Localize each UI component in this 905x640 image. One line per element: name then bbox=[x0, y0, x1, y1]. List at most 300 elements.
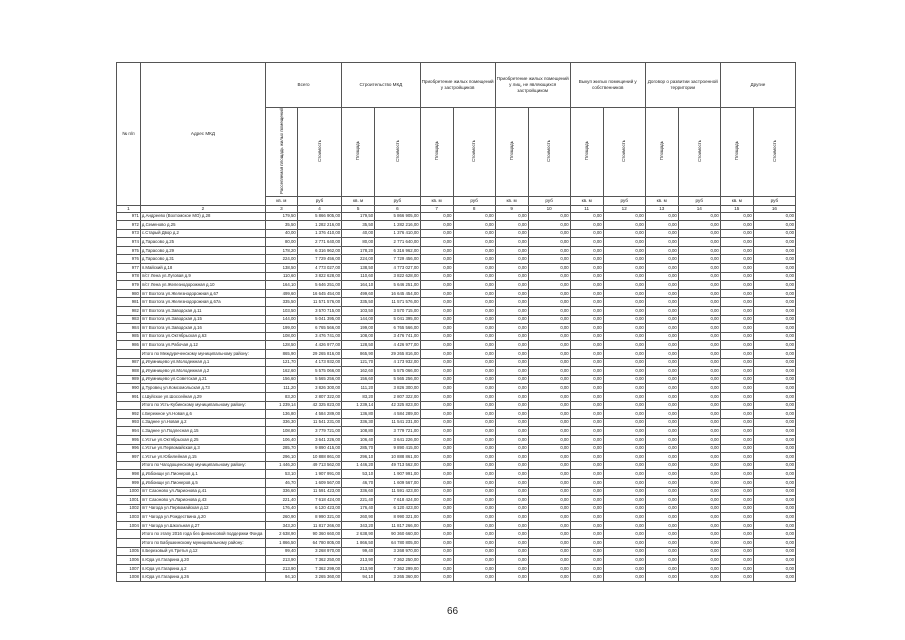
row-zero-area: 0,00 bbox=[720, 547, 753, 556]
row-total-area: 46,70 bbox=[265, 478, 297, 487]
row-zero-area: 0,00 bbox=[645, 221, 678, 230]
row-number: 976 bbox=[117, 255, 141, 264]
row-zero-cost: 0,00 bbox=[753, 410, 795, 419]
row-zero-cost: 0,00 bbox=[678, 573, 720, 582]
row-zero-cost: 0,00 bbox=[753, 238, 795, 247]
row-zero-area: 0,00 bbox=[720, 504, 753, 513]
row-address: пгт Вохтога ул.Заводская д.15 bbox=[140, 315, 265, 324]
row-construction-area: 108,80 bbox=[342, 427, 375, 436]
table-row bbox=[117, 547, 796, 556]
row-zero-cost: 0,00 bbox=[753, 298, 795, 307]
row-construction-cost: 7 362 299,00 bbox=[375, 564, 420, 573]
row-total-cost: 6 120 423,00 bbox=[297, 504, 341, 513]
row-zero-cost: 0,00 bbox=[453, 298, 495, 307]
row-zero-cost: 0,00 bbox=[603, 246, 645, 255]
row-address: д.Тарасово д.31 bbox=[140, 255, 265, 264]
row-zero-area: 0,00 bbox=[645, 255, 678, 264]
row-zero-cost: 0,00 bbox=[753, 418, 795, 427]
row-zero-area: 0,00 bbox=[645, 307, 678, 316]
row-zero-cost: 0,00 bbox=[753, 427, 795, 436]
table-row bbox=[117, 521, 796, 530]
row-zero-area: 0,00 bbox=[720, 487, 753, 496]
row-construction-area: 40,00 bbox=[342, 229, 375, 238]
row-zero-cost: 0,00 bbox=[753, 547, 795, 556]
row-zero-area: 0,00 bbox=[570, 556, 603, 565]
row-total-cost: 11 541 231,00 bbox=[297, 418, 341, 427]
row-zero-cost: 0,00 bbox=[528, 341, 570, 350]
row-construction-cost: 10 888 861,00 bbox=[375, 453, 420, 462]
row-zero-area: 0,00 bbox=[645, 418, 678, 427]
row-zero-cost: 0,00 bbox=[453, 410, 495, 419]
col-number: 4 bbox=[297, 205, 341, 212]
row-zero-cost: 0,00 bbox=[678, 521, 720, 530]
row-zero-cost: 0,00 bbox=[678, 341, 720, 350]
row-zero-cost: 0,00 bbox=[603, 487, 645, 496]
row-total-cost: 5 565 256,00 bbox=[297, 375, 341, 384]
row-construction-cost: 6 316 962,00 bbox=[375, 246, 420, 255]
row-zero-cost: 0,00 bbox=[528, 255, 570, 264]
unit-rub: руб bbox=[453, 196, 495, 205]
row-total-area: 111,20 bbox=[265, 384, 297, 393]
row-zero-cost: 0,00 bbox=[453, 444, 495, 453]
row-zero-cost: 0,00 bbox=[453, 212, 495, 221]
row-total-cost: 5 041 395,00 bbox=[297, 315, 341, 324]
row-zero-cost: 0,00 bbox=[603, 530, 645, 539]
row-zero-area: 0,00 bbox=[495, 556, 528, 565]
row-total-area: 1 866,50 bbox=[265, 539, 297, 548]
row-zero-cost: 0,00 bbox=[603, 461, 645, 470]
row-address: д.Тарасово д.25 bbox=[140, 238, 265, 247]
row-zero-area: 0,00 bbox=[645, 444, 678, 453]
row-number: 974 bbox=[117, 238, 141, 247]
row-zero-cost: 0,00 bbox=[528, 212, 570, 221]
header-other: Другие bbox=[720, 63, 795, 108]
row-zero-cost: 0,00 bbox=[528, 315, 570, 324]
row-zero-cost: 0,00 bbox=[678, 461, 720, 470]
row-zero-area: 0,00 bbox=[420, 375, 453, 384]
row-total-area: 296,10 bbox=[265, 453, 297, 462]
row-zero-area: 0,00 bbox=[570, 504, 603, 513]
row-zero-area: 0,00 bbox=[420, 418, 453, 427]
row-zero-cost: 0,00 bbox=[603, 229, 645, 238]
row-address: с.Шуйское ул.Шоссейная д.29 bbox=[140, 392, 265, 401]
row-total-cost: 3 570 715,00 bbox=[297, 307, 341, 316]
unit-rub: руб bbox=[678, 196, 720, 205]
row-zero-cost: 0,00 bbox=[678, 384, 720, 393]
row-construction-area: 103,50 bbox=[342, 307, 375, 316]
row-construction-cost: 11 817 266,00 bbox=[375, 521, 420, 530]
row-zero-cost: 0,00 bbox=[603, 564, 645, 573]
row-number: 992 bbox=[117, 410, 141, 419]
row-zero-area: 0,00 bbox=[570, 255, 603, 264]
row-zero-area: 0,00 bbox=[420, 547, 453, 556]
header-area-text: Площадь bbox=[508, 141, 514, 161]
row-zero-cost: 0,00 bbox=[453, 487, 495, 496]
row-construction-cost: 7 618 424,00 bbox=[375, 496, 420, 505]
row-construction-area: 106,40 bbox=[342, 435, 375, 444]
row-zero-area: 0,00 bbox=[420, 341, 453, 350]
row-construction-area: 213,90 bbox=[342, 556, 375, 565]
row-construction-cost: 6 120 423,00 bbox=[375, 504, 420, 513]
row-zero-area: 0,00 bbox=[495, 444, 528, 453]
row-total-area: 35,50 bbox=[265, 221, 297, 230]
table-row bbox=[117, 496, 796, 505]
row-zero-cost: 0,00 bbox=[603, 521, 645, 530]
row-number bbox=[117, 530, 141, 539]
row-address: п.Березовый ул.Третья д.12 bbox=[140, 547, 265, 556]
row-zero-cost: 0,00 bbox=[753, 255, 795, 264]
row-number: 977 bbox=[117, 264, 141, 273]
row-zero-cost: 0,00 bbox=[603, 384, 645, 393]
row-zero-cost: 0,00 bbox=[453, 461, 495, 470]
row-construction-area: 162,60 bbox=[342, 367, 375, 376]
row-total-area: 199,00 bbox=[265, 324, 297, 333]
row-zero-cost: 0,00 bbox=[453, 521, 495, 530]
row-zero-cost: 0,00 bbox=[678, 332, 720, 341]
row-address: пгт Вохтога ул.Заводская д.11 bbox=[140, 307, 265, 316]
row-zero-area: 0,00 bbox=[570, 289, 603, 298]
row-zero-area: 0,00 bbox=[720, 350, 753, 359]
row-zero-area: 0,00 bbox=[420, 461, 453, 470]
row-zero-cost: 0,00 bbox=[678, 358, 720, 367]
row-zero-area: 0,00 bbox=[720, 564, 753, 573]
row-zero-area: 0,00 bbox=[495, 375, 528, 384]
row-zero-cost: 0,00 bbox=[678, 238, 720, 247]
row-construction-area: 335,50 bbox=[342, 298, 375, 307]
row-zero-area: 0,00 bbox=[645, 212, 678, 221]
row-total-cost: 3 822 628,00 bbox=[297, 272, 341, 281]
row-construction-area: 2 638,90 bbox=[342, 530, 375, 539]
row-zero-area: 0,00 bbox=[495, 487, 528, 496]
row-zero-area: 0,00 bbox=[420, 298, 453, 307]
row-zero-area: 0,00 bbox=[720, 281, 753, 290]
row-zero-cost: 0,00 bbox=[603, 427, 645, 436]
row-zero-cost: 0,00 bbox=[603, 324, 645, 333]
row-zero-area: 0,00 bbox=[420, 315, 453, 324]
row-zero-cost: 0,00 bbox=[528, 238, 570, 247]
row-zero-area: 0,00 bbox=[420, 427, 453, 436]
row-zero-area: 0,00 bbox=[720, 392, 753, 401]
row-zero-area: 0,00 bbox=[645, 341, 678, 350]
unit-m2: кв. м bbox=[570, 196, 603, 205]
header-cost bbox=[603, 108, 645, 197]
table-row bbox=[117, 504, 796, 513]
row-zero-area: 0,00 bbox=[645, 272, 678, 281]
row-zero-cost: 0,00 bbox=[528, 392, 570, 401]
row-total-cost: 4 426 977,00 bbox=[297, 341, 341, 350]
row-zero-area: 0,00 bbox=[495, 521, 528, 530]
row-zero-area: 0,00 bbox=[720, 324, 753, 333]
row-zero-cost: 0,00 bbox=[603, 444, 645, 453]
row-zero-area: 0,00 bbox=[570, 367, 603, 376]
row-total-cost: 7 618 424,00 bbox=[297, 496, 341, 505]
row-construction-cost: 6 765 566,00 bbox=[375, 324, 420, 333]
row-zero-area: 0,00 bbox=[495, 272, 528, 281]
row-construction-cost: 3 265 360,00 bbox=[375, 573, 420, 582]
row-construction-cost: 3 822 628,00 bbox=[375, 272, 420, 281]
row-zero-cost: 0,00 bbox=[453, 427, 495, 436]
row-zero-area: 0,00 bbox=[720, 418, 753, 427]
row-zero-area: 0,00 bbox=[570, 281, 603, 290]
row-zero-cost: 0,00 bbox=[603, 341, 645, 350]
row-zero-area: 0,00 bbox=[645, 530, 678, 539]
row-total-cost: 10 888 861,00 bbox=[297, 453, 341, 462]
row-total-cost: 1 376 410,00 bbox=[297, 229, 341, 238]
row-total-cost: 11 571 576,00 bbox=[297, 298, 341, 307]
document-sheet bbox=[116, 62, 796, 590]
header-area bbox=[495, 108, 528, 197]
row-construction-area: 111,20 bbox=[342, 384, 375, 393]
row-total-area: 865,90 bbox=[265, 350, 297, 359]
row-total-area: 335,50 bbox=[265, 298, 297, 307]
row-zero-cost: 0,00 bbox=[603, 375, 645, 384]
row-zero-cost: 0,00 bbox=[453, 367, 495, 376]
row-total-cost: 9 890 415,00 bbox=[297, 444, 341, 453]
row-zero-area: 0,00 bbox=[645, 547, 678, 556]
row-zero-area: 0,00 bbox=[495, 289, 528, 298]
row-zero-area: 0,00 bbox=[495, 513, 528, 522]
row-zero-area: 0,00 bbox=[570, 418, 603, 427]
row-zero-area: 0,00 bbox=[495, 410, 528, 419]
row-zero-area: 0,00 bbox=[495, 504, 528, 513]
row-address: пгт Вохтога ул.Железнодорожная д.67 bbox=[140, 289, 265, 298]
row-zero-area: 0,00 bbox=[420, 435, 453, 444]
unit-m2: кв. м bbox=[342, 196, 375, 205]
row-zero-area: 0,00 bbox=[420, 281, 453, 290]
row-zero-cost: 0,00 bbox=[678, 513, 720, 522]
table-row bbox=[117, 513, 796, 522]
row-zero-area: 0,00 bbox=[720, 221, 753, 230]
row-number: 1007 bbox=[117, 564, 141, 573]
row-construction-area: 336,60 bbox=[342, 487, 375, 496]
row-total-cost: 3 476 741,00 bbox=[297, 332, 341, 341]
row-zero-area: 0,00 bbox=[720, 367, 753, 376]
row-zero-area: 0,00 bbox=[495, 358, 528, 367]
row-zero-area: 0,00 bbox=[495, 384, 528, 393]
row-address: с.Устье ул.Юбилейная д.15 bbox=[140, 453, 265, 462]
row-total-area: 144,00 bbox=[265, 315, 297, 324]
col-number: 3 bbox=[265, 205, 297, 212]
row-zero-area: 0,00 bbox=[645, 375, 678, 384]
row-number: 982 bbox=[117, 307, 141, 316]
row-zero-area: 0,00 bbox=[420, 453, 453, 462]
row-zero-cost: 0,00 bbox=[603, 547, 645, 556]
row-construction-area: 179,50 bbox=[342, 212, 375, 221]
row-zero-cost: 0,00 bbox=[603, 255, 645, 264]
row-zero-cost: 0,00 bbox=[453, 504, 495, 513]
table-row bbox=[117, 272, 796, 281]
row-construction-area: 128,50 bbox=[342, 341, 375, 350]
row-address: с.Старый Двор д.2 bbox=[140, 229, 265, 238]
row-zero-cost: 0,00 bbox=[678, 350, 720, 359]
row-zero-area: 0,00 bbox=[495, 453, 528, 462]
row-zero-area: 0,00 bbox=[720, 470, 753, 479]
col-number: 13 bbox=[645, 205, 678, 212]
row-construction-cost: 3 641 226,00 bbox=[375, 435, 420, 444]
row-zero-cost: 0,00 bbox=[528, 384, 570, 393]
row-number: 1000 bbox=[117, 487, 141, 496]
row-zero-area: 0,00 bbox=[420, 238, 453, 247]
table-row bbox=[117, 444, 796, 453]
row-total-area: 178,20 bbox=[265, 246, 297, 255]
row-zero-cost: 0,00 bbox=[453, 324, 495, 333]
row-zero-area: 0,00 bbox=[420, 367, 453, 376]
row-zero-cost: 0,00 bbox=[678, 564, 720, 573]
row-total-cost: 1 282 216,00 bbox=[297, 221, 341, 230]
unit-rub: руб bbox=[297, 196, 341, 205]
table-row bbox=[117, 324, 796, 333]
row-zero-cost: 0,00 bbox=[753, 341, 795, 350]
row-zero-cost: 0,00 bbox=[678, 470, 720, 479]
col-number: 2 bbox=[140, 205, 265, 212]
row-zero-area: 0,00 bbox=[645, 435, 678, 444]
row-zero-cost: 0,00 bbox=[453, 573, 495, 582]
row-zero-cost: 0,00 bbox=[453, 229, 495, 238]
row-construction-area: 46,70 bbox=[342, 478, 375, 487]
row-zero-cost: 0,00 bbox=[528, 410, 570, 419]
row-construction-area: 285,70 bbox=[342, 444, 375, 453]
row-total-cost: 8 990 321,00 bbox=[297, 513, 341, 522]
row-zero-cost: 0,00 bbox=[603, 298, 645, 307]
row-zero-area: 0,00 bbox=[645, 564, 678, 573]
row-zero-area: 0,00 bbox=[420, 521, 453, 530]
row-zero-cost: 0,00 bbox=[753, 281, 795, 290]
row-construction-cost: 3 779 721,00 bbox=[375, 427, 420, 436]
row-construction-cost: 9 890 415,00 bbox=[375, 444, 420, 453]
header-row-1 bbox=[117, 63, 796, 108]
row-zero-cost: 0,00 bbox=[678, 478, 720, 487]
row-zero-cost: 0,00 bbox=[453, 547, 495, 556]
row-zero-area: 0,00 bbox=[570, 539, 603, 548]
table-row bbox=[117, 487, 796, 496]
row-zero-area: 0,00 bbox=[570, 573, 603, 582]
row-zero-area: 0,00 bbox=[720, 212, 753, 221]
row-zero-area: 0,00 bbox=[645, 521, 678, 530]
row-zero-area: 0,00 bbox=[645, 410, 678, 419]
header-total: Всего bbox=[265, 63, 341, 108]
row-zero-cost: 0,00 bbox=[528, 350, 570, 359]
row-zero-cost: 0,00 bbox=[753, 564, 795, 573]
row-zero-area: 0,00 bbox=[420, 487, 453, 496]
row-number: 984 bbox=[117, 324, 141, 333]
row-zero-area: 0,00 bbox=[495, 315, 528, 324]
row-total-area: 213,90 bbox=[265, 556, 297, 565]
header-cost-text: Стоимость bbox=[316, 140, 322, 163]
row-zero-area: 0,00 bbox=[420, 272, 453, 281]
row-zero-cost: 0,00 bbox=[678, 453, 720, 462]
row-number: 983 bbox=[117, 315, 141, 324]
table-row bbox=[117, 435, 796, 444]
row-zero-area: 0,00 bbox=[570, 401, 603, 410]
row-address: Итого по Усть-Кубинскому муниципальному району: bbox=[140, 401, 265, 410]
table-row bbox=[117, 307, 796, 316]
row-zero-area: 0,00 bbox=[420, 573, 453, 582]
row-zero-cost: 0,00 bbox=[603, 272, 645, 281]
row-total-area: 99,40 bbox=[265, 547, 297, 556]
row-zero-cost: 0,00 bbox=[453, 392, 495, 401]
row-zero-cost: 0,00 bbox=[753, 401, 795, 410]
row-zero-area: 0,00 bbox=[495, 246, 528, 255]
row-zero-area: 0,00 bbox=[420, 470, 453, 479]
row-zero-area: 0,00 bbox=[645, 229, 678, 238]
row-zero-cost: 0,00 bbox=[528, 539, 570, 548]
row-address: пгт Вохтога ул.Заводская д.16 bbox=[140, 324, 265, 333]
row-total-area: 224,00 bbox=[265, 255, 297, 264]
row-total-cost: 11 817 266,00 bbox=[297, 521, 341, 530]
row-zero-area: 0,00 bbox=[495, 281, 528, 290]
row-zero-cost: 0,00 bbox=[453, 255, 495, 264]
row-zero-cost: 0,00 bbox=[603, 539, 645, 548]
row-construction-area: 108,00 bbox=[342, 332, 375, 341]
row-address: Итого по Бабушкинскому муниципальному району: bbox=[140, 539, 265, 548]
row-zero-area: 0,00 bbox=[420, 530, 453, 539]
col-number: 7 bbox=[420, 205, 453, 212]
row-zero-cost: 0,00 bbox=[753, 556, 795, 565]
row-zero-cost: 0,00 bbox=[603, 307, 645, 316]
row-zero-cost: 0,00 bbox=[603, 238, 645, 247]
row-zero-area: 0,00 bbox=[420, 401, 453, 410]
table-row bbox=[117, 375, 796, 384]
row-zero-cost: 0,00 bbox=[753, 315, 795, 324]
unit-m2: кв. м bbox=[720, 196, 753, 205]
header-development-contract: Договор о развитии застроенной территории bbox=[645, 63, 720, 108]
table-row bbox=[117, 410, 796, 419]
row-zero-cost: 0,00 bbox=[753, 478, 795, 487]
table-row bbox=[117, 427, 796, 436]
row-total-cost: 4 584 289,00 bbox=[297, 410, 341, 419]
row-zero-area: 0,00 bbox=[720, 461, 753, 470]
row-zero-area: 0,00 bbox=[570, 453, 603, 462]
row-zero-cost: 0,00 bbox=[453, 238, 495, 247]
row-total-cost: 7 362 250,00 bbox=[297, 556, 341, 565]
row-address: д.Тарасово д.29 bbox=[140, 246, 265, 255]
row-zero-area: 0,00 bbox=[645, 350, 678, 359]
row-total-cost: 4 773 027,00 bbox=[297, 264, 341, 273]
row-zero-area: 0,00 bbox=[645, 478, 678, 487]
row-construction-area: 99,40 bbox=[342, 547, 375, 556]
row-zero-cost: 0,00 bbox=[678, 418, 720, 427]
row-zero-area: 0,00 bbox=[570, 513, 603, 522]
unit-m2: кв. м bbox=[265, 196, 297, 205]
header-area bbox=[570, 108, 603, 197]
row-address: с.Заднее ул.Подлесная д.15 bbox=[140, 427, 265, 436]
row-zero-cost: 0,00 bbox=[603, 367, 645, 376]
row-zero-area: 0,00 bbox=[720, 435, 753, 444]
header-area bbox=[645, 108, 678, 197]
row-zero-area: 0,00 bbox=[720, 513, 753, 522]
row-zero-cost: 0,00 bbox=[528, 324, 570, 333]
row-number: 993 bbox=[117, 418, 141, 427]
row-zero-cost: 0,00 bbox=[603, 358, 645, 367]
row-construction-area: 138,50 bbox=[342, 264, 375, 273]
row-zero-area: 0,00 bbox=[645, 315, 678, 324]
row-zero-cost: 0,00 bbox=[528, 573, 570, 582]
row-zero-cost: 0,00 bbox=[528, 298, 570, 307]
unit-m2: кв. м bbox=[420, 196, 453, 205]
row-zero-cost: 0,00 bbox=[678, 298, 720, 307]
row-construction-cost: 11 541 231,00 bbox=[375, 418, 420, 427]
row-zero-cost: 0,00 bbox=[453, 513, 495, 522]
row-total-cost: 3 826 300,00 bbox=[297, 384, 341, 393]
row-zero-cost: 0,00 bbox=[603, 418, 645, 427]
table-row bbox=[117, 358, 796, 367]
row-zero-cost: 0,00 bbox=[603, 221, 645, 230]
row-zero-cost: 0,00 bbox=[528, 264, 570, 273]
row-number: 972 bbox=[117, 221, 141, 230]
row-zero-area: 0,00 bbox=[570, 307, 603, 316]
row-zero-cost: 0,00 bbox=[678, 289, 720, 298]
header-area-text: Площадь bbox=[659, 141, 664, 161]
